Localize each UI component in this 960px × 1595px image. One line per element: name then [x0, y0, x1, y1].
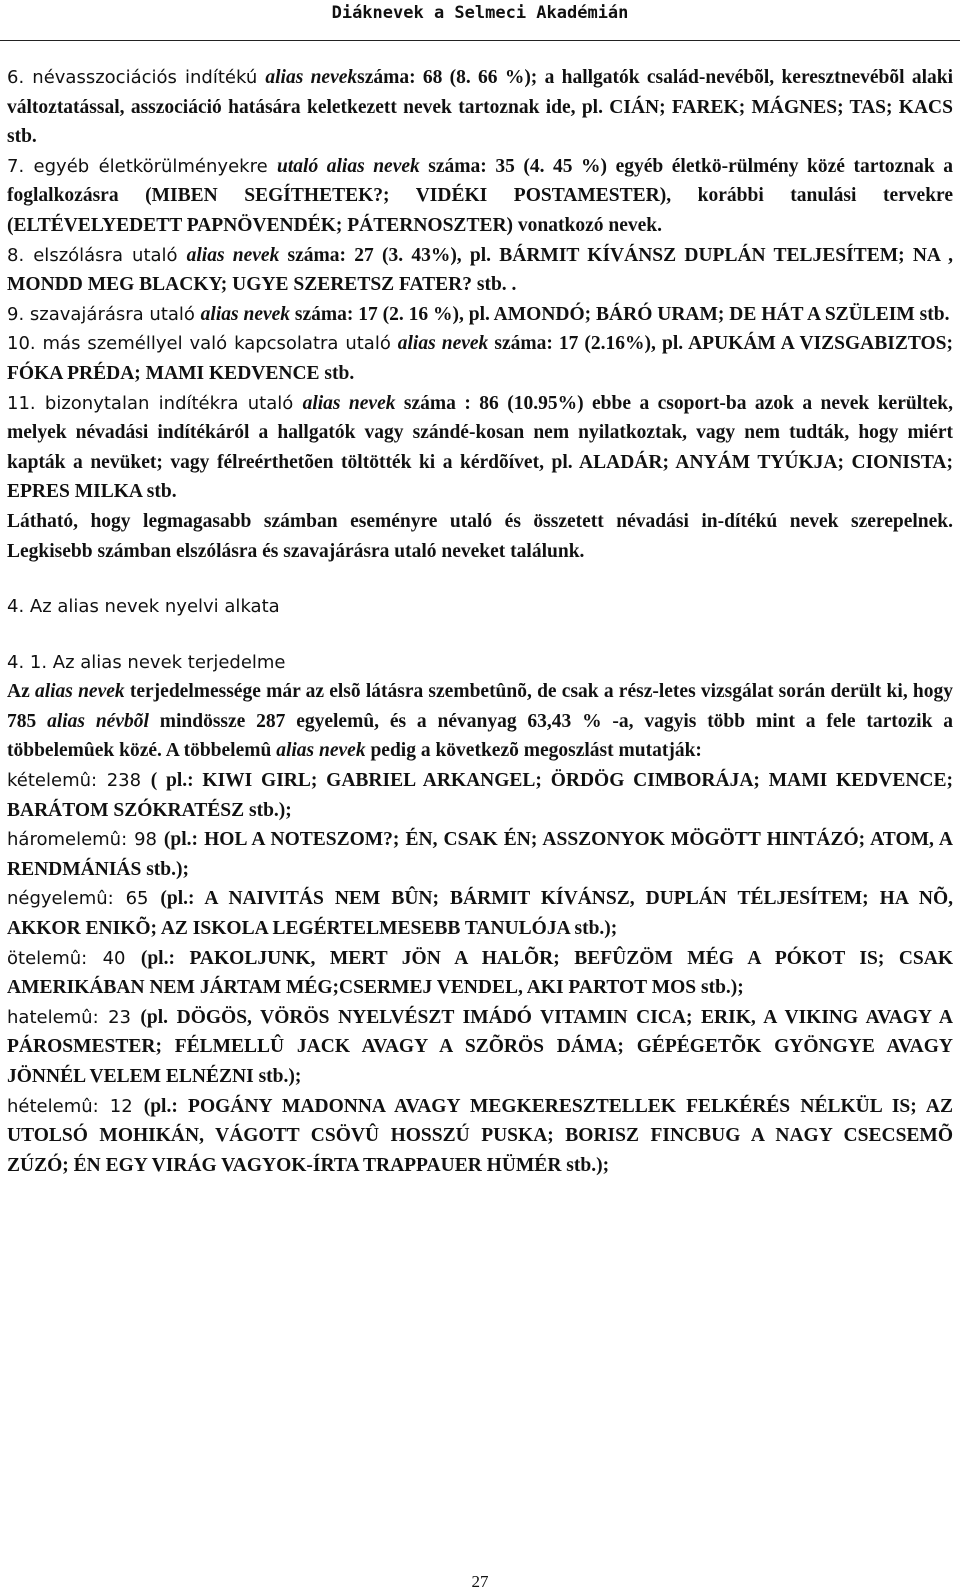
section-heading: 4. Az alias nevek nyelvi alkata [7, 596, 280, 618]
summary-paragraph: Látható, hogy legmagasabb számban eseményre utaló és összetett névadási in-dítékú nevek szerepelnek. Legkisebb számban elszólásra és szavajárásra utaló neveket találunk. [7, 510, 953, 562]
list-item [7, 241, 953, 300]
intro-text: mindössze 287 egyelemû, és a névanyag 63,43 % -a, vagyis több mint a fele tartozik a többelemûek közé. A többelemû [7, 710, 954, 762]
count-item [7, 1092, 953, 1181]
item-text: száma: 68 (8. 66 %); a hallgatók család-nevébõl, keresztnevébõl alaki változtatással, asszociáció hatására keletkezett nevek tartoznak ide, pl. CIÁN; FAREK; MÁGNES; TAS; KACS stb. [7, 67, 954, 148]
intro-term: alias nevek [34, 681, 125, 703]
item-term: alias nevek [397, 333, 489, 355]
item-prefix: 8. elszólásra utaló [7, 244, 187, 266]
count-item [7, 825, 953, 884]
count-label: négyelemû: 65 [7, 888, 161, 910]
item-text: száma: 17 (2.16%), pl. APUKÁM A VIZSGABIZTOS; FÓKA PRÉDA; MAMI KEDVENCE stb. [7, 333, 954, 384]
intro-text: pedig a következõ megoszlást mutatják: [365, 740, 702, 762]
page-number: 27 [471, 1572, 489, 1591]
spacer [7, 566, 953, 592]
item-prefix: 7. egyéb életkörülményekre [7, 155, 278, 177]
item-term: alias nevek [302, 392, 396, 414]
count-examples: (pl.: A NAIVITÁS NEM BÛN; BÁRMIT KÍVÁNSZ, DUPLÁN TÉLJESÍTEM; HA NÕ, AKKOR ENIKÕ; AZ ISKOLA LEGÉRTELMESEBB TANULÓJA stb.); [7, 888, 953, 940]
list-item [7, 329, 953, 388]
count-examples: ( pl.: KIWI GIRL; GABRIEL ARKANGEL; ÖRDÖG CIMBORÁJA; MAMI KEDVENCE; BARÁTOM SZÓKRATÉSZ stb.); [7, 770, 953, 821]
count-examples: (pl.: HOL A NOTESZOM?; ÉN, CSAK ÉN; ASSZONYOK MÖGÖTT HINTÁZÓ; ATOM, A RENDMÁNIÁS stb.); [7, 829, 953, 880]
count-label: kételemû: 238 [7, 770, 151, 792]
item-text: száma: 17 (2. 16 %), pl. AMONDÓ; BÁRÓ URAM; DE HÁT A SZÜLEIM stb. [290, 303, 950, 325]
intro-paragraph [7, 677, 953, 766]
item-text: száma: 35 (4. 45 %) egyéb életkö-rülmény közé tartoznak a foglalkozásra (MIBEN SEGÍTHETEK?; VIDÉKI POSTAMESTER), korábbi tanulási tervekre (ELTÉVELYEDETT PAPNÖVENDÉK; PÁTERNOSZTER) vonatkozó nevek. [7, 155, 953, 236]
count-examples: (pl. DÖGÖS, VÖRÖS NYELVÉSZT IMÁDÓ VITAMIN CICA; ERIK, A VIKING AVAGY A PÁROSMESTER; FÉLMELLÛ JACK AVAGY A SZÕRÖS DÁMA; GÉPÉGETÕK GYÖNGYE AVAGY JÖNNÉL VELEM ELNÉZNI stb.); [7, 1006, 953, 1087]
page-body [7, 63, 953, 1180]
item-prefix: 9. szavajárásra utaló [7, 303, 201, 325]
count-label: hatelemû: 23 [7, 1006, 141, 1028]
intro-term: alias névbõl [47, 710, 149, 732]
item-prefix: 6. névasszociációs indítékú [7, 67, 266, 88]
list-item [7, 63, 953, 152]
count-item [7, 1003, 953, 1092]
count-item [7, 944, 953, 1003]
item-text: száma : 86 (10.95%) ebbe a csoport-ba azok a nevek kerültek, melyek névadási indítékáról a hallgatók vagy szándé-kosan nem nyilatkoztak, vagy nem tudták, hogy miért kapták a nevüket; vagy félreérthetõen töltötték ki a kérdõívet, pl. ALADÁR; ANYÁM TYÚKJA; CIONISTA; EPRES MILKA stb. [7, 392, 953, 503]
count-item [7, 766, 953, 825]
item-text: száma: 27 (3. 43%), pl. BÁRMIT KÍVÁNSZ DUPLÁN TELJESÍTEM; NA , MONDD MEG BLACKY; UGYE SZERETSZ FATER? stb. . [7, 244, 953, 296]
item-term: alias nevek [265, 67, 358, 88]
list-item [7, 152, 953, 241]
count-item [7, 884, 953, 943]
item-prefix: 11. bizonytalan indítékra utaló [7, 392, 303, 414]
item-prefix: 10. más személlyel való kapcsolatra utaló [7, 333, 398, 355]
item-term: alias nevek [186, 244, 280, 266]
item-term: alias nevek [200, 303, 291, 325]
count-label: háromelemû: 98 [7, 829, 164, 851]
item-term: utaló alias nevek [277, 155, 420, 177]
count-label: ötelemû: 40 [7, 947, 141, 969]
subsection-heading: 4. 1. Az alias nevek terjedelme [7, 651, 286, 673]
count-label: hételemû: 12 [7, 1095, 144, 1117]
count-examples: (pl.: PAKOLJUNK, MERT JÖN A HALÕR; BEFÛZÖM MÉG A PÓKOT IS; CSAK AMERIKÁBAN NEM JÁRTAM MÉG;CSERMEJ VENDEL, AKI PARTOT MOS stb.); [7, 947, 954, 999]
spacer [7, 622, 953, 648]
list-item [7, 389, 953, 507]
intro-text: Az [7, 681, 35, 703]
running-header: Diáknevek a Selmeci Akadémián [0, 0, 960, 41]
intro-text: terjedelmessége már az elsõ látásra szembetûnõ, de csak a rész-letes vizsgálat során derült ki, hogy 785 [7, 681, 953, 732]
count-examples: (pl.: POGÁNY MADONNA AVAGY MEGKERESZTELLEK FELKÉRÉS NÉLKÜL IS; AZ UTOLSÓ MOHIKÁN, VÁGOTT CSÖVÛ HOSSZÚ PUSKA; BORISZ FINCBUG A NAGY CSECSEMÕ ZÚZÓ; ÉN EGY VIRÁG VAGYOK-ÍRTA TRAPPAUER HÜMÉR stb.); [7, 1095, 953, 1176]
list-item [7, 300, 953, 330]
intro-term: alias nevek [276, 740, 366, 762]
